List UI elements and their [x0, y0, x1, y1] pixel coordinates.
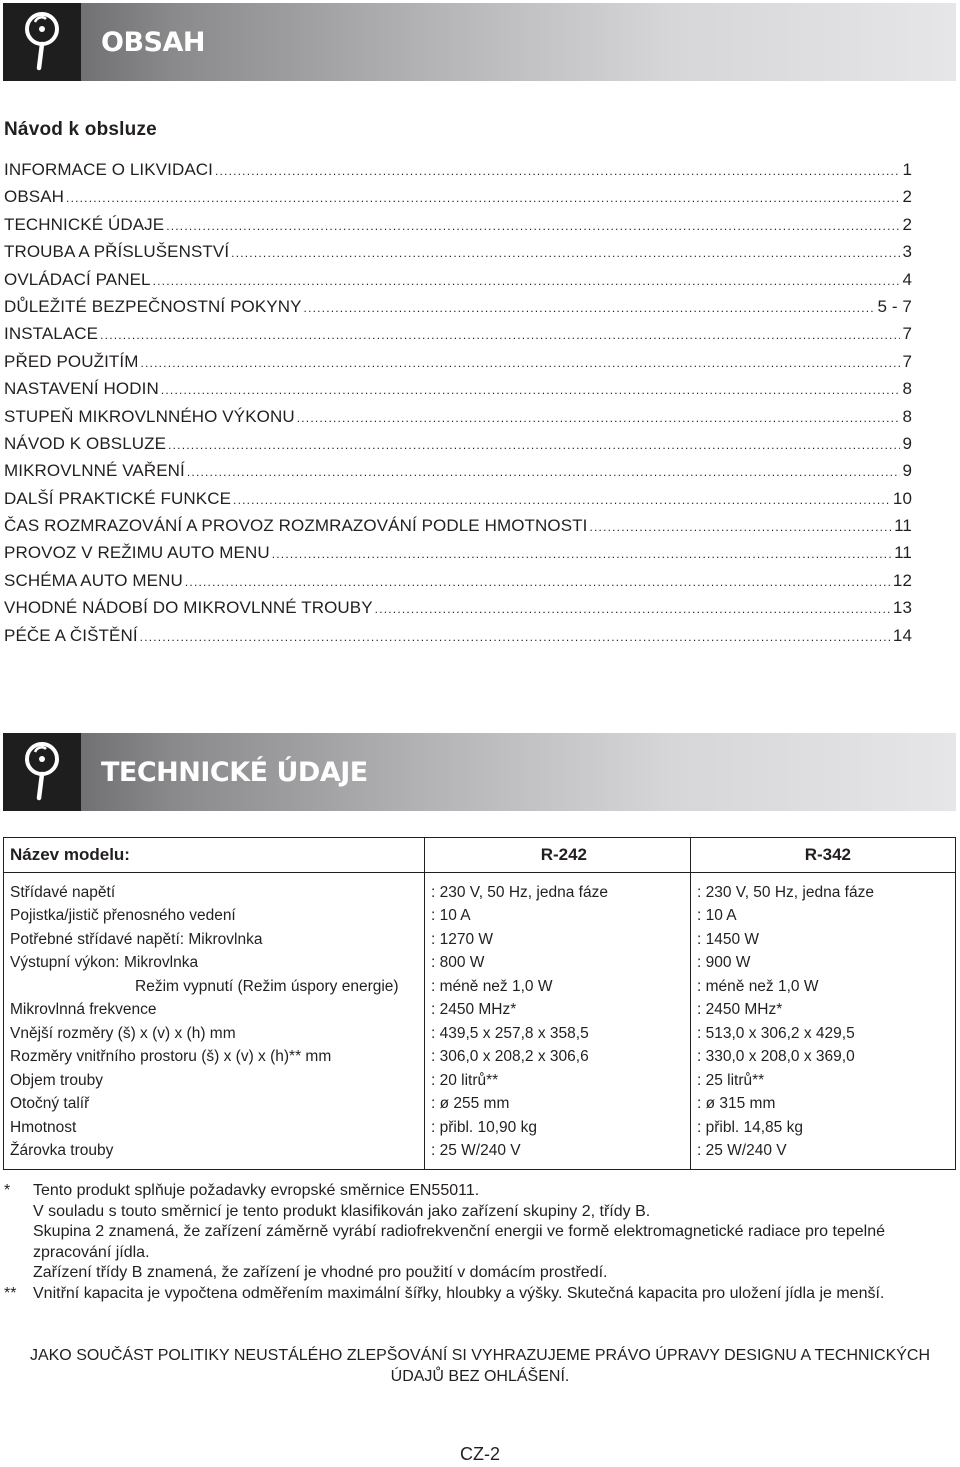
- spec-label: Mikrovlnná frekvence: [4, 999, 425, 1023]
- spec-row: [4, 1093, 956, 1117]
- model-b-name: R-342: [691, 838, 956, 873]
- spec-value-model-b: : méně než 1,0 W: [691, 975, 956, 999]
- disclaimer: JAKO SOUČÁST POLITIKY NEUSTÁLÉHO ZLEPŠOVÁNÍ SI VYHRAZUJEME PRÁVO ÚPRAVY DESIGNU A TECHNICKÝCH ÚDAJŮ BEZ OHLÁŠENÍ.: [29, 1347, 931, 1385]
- toc-item-label: NÁVOD K OBSLUZE: [4, 433, 167, 453]
- spec-row: [4, 1140, 956, 1170]
- toc-dot-leader: [589, 514, 892, 541]
- toc-item-page: 2: [902, 214, 912, 234]
- toc-item-label: NASTAVENÍ HODIN: [4, 379, 159, 399]
- spec-row: [4, 1116, 956, 1140]
- specs-header-row: [4, 838, 956, 873]
- toc-item-page: 8: [902, 406, 912, 426]
- spec-label: [4, 952, 425, 976]
- spec-value-model-b: : 1450 W: [691, 928, 956, 952]
- spec-value-model-a: : přibl. 10,90 kg: [425, 1116, 691, 1140]
- spec-row: [4, 1069, 956, 1093]
- toc-dot-leader: [304, 295, 876, 322]
- spec-value-model-b: : 900 W: [691, 952, 956, 976]
- toc-dot-leader: [140, 350, 900, 377]
- toc-dot-leader: [187, 459, 901, 486]
- toc-item-label: TROUBA A PŘÍSLUŠENSTVÍ: [4, 242, 230, 262]
- footnote-double-star: [4, 1284, 949, 1305]
- toc-item-page: 5 - 7: [877, 296, 912, 316]
- spec-row: [4, 928, 956, 952]
- toc-item-page: 7: [902, 324, 912, 344]
- spec-row: [4, 1046, 956, 1070]
- spec-value-model-a: : 25 W/240 V: [425, 1140, 691, 1170]
- spec-label-main: Výstupní výkon:: [10, 954, 120, 972]
- footnote-star-mark: *: [4, 1182, 11, 1199]
- toc-item-label: VHODNÉ NÁDOBÍ DO MIKROVLNNÉ TROUBY: [4, 598, 373, 618]
- toc-item: [4, 485, 912, 512]
- spec-label: Střídavé napětí: [4, 873, 425, 905]
- footnote-line: Zařízení třídy B znamená, že zařízení je vhodné pro použití v domácím prostředí.: [33, 1264, 608, 1281]
- toc-item: [4, 156, 912, 183]
- spec-label: Pojistka/jistič přenosného vedení: [4, 905, 425, 929]
- spec-row: [4, 952, 956, 976]
- spec-value-model-a: : 20 litrů**: [425, 1069, 691, 1093]
- toc-item-label: PÉČE A ČIŠTĚNÍ: [4, 625, 138, 645]
- spec-value-model-a: : 2450 MHz*: [425, 999, 691, 1023]
- toc-item-page: 4: [902, 269, 912, 289]
- spec-value-model-b: : 25 W/240 V: [691, 1140, 956, 1170]
- toc-item: [4, 320, 912, 347]
- toc-item-label: OBSAH: [4, 187, 65, 207]
- toc-item-label: SCHÉMA AUTO MENU: [4, 570, 183, 590]
- toc-dot-leader: [140, 624, 891, 651]
- toc-item: [4, 348, 912, 375]
- toc-item-page: 8: [902, 379, 912, 399]
- footnote-double-star-mark: **: [4, 1284, 17, 1302]
- toc-item-label: DŮLEŽITÉ BEZPEČNOSTNÍ POKYNY: [4, 296, 302, 316]
- toc-item-page: 13: [892, 598, 912, 618]
- spec-label: Objem trouby: [4, 1069, 425, 1093]
- specs-banner: [3, 733, 956, 811]
- toc-item-page: 3: [902, 242, 912, 262]
- toc-dot-leader: [153, 268, 901, 295]
- spec-value-model-a: : 439,5 x 257,8 x 358,5: [425, 1022, 691, 1046]
- toc-item: [4, 430, 912, 457]
- spec-value-model-b: : 2450 MHz*: [691, 999, 956, 1023]
- spec-label: Rozměry vnitřního prostoru (š) x (v) x (h)** mm: [4, 1046, 425, 1070]
- page-number: CZ-2: [460, 1444, 500, 1464]
- toc-item: [4, 211, 912, 238]
- toc-dot-leader: [100, 322, 900, 349]
- toc-dot-leader: [272, 541, 892, 568]
- specs-title: TECHNICKÉ ÚDAJE: [101, 757, 368, 788]
- spec-value-model-a: : 230 V, 50 Hz, jedna fáze: [425, 873, 691, 905]
- toc-item: [4, 183, 912, 210]
- toc-item-label: TECHNICKÉ ÚDAJE: [4, 214, 165, 234]
- spec-label: Otočný talíř: [4, 1093, 425, 1117]
- toc-item: [4, 512, 912, 539]
- toc-item-page: 2: [902, 187, 912, 207]
- footnotes: [4, 1181, 949, 1304]
- toc-dot-leader: [185, 569, 891, 596]
- spec-value-model-b: : 25 litrů**: [691, 1069, 956, 1093]
- toc-item-page: 7: [902, 351, 912, 371]
- footnote-double-star-text: Vnitřní kapacita je vypočtena odměřením maximální šířky, hloubky a výšky. Skutečná kapacita pro uložení jídla je menší.: [33, 1284, 885, 1302]
- spec-value-model-a: : 306,0 x 208,2 x 306,6: [425, 1046, 691, 1070]
- toc-item-label: OVLÁDACÍ PANEL: [4, 269, 151, 289]
- toc-dot-leader: [215, 158, 900, 185]
- info-pin-icon: [21, 12, 63, 72]
- spec-value-model-b: : přibl. 14,85 kg: [691, 1116, 956, 1140]
- specs-table: [3, 837, 956, 1170]
- footnote-line: V souladu s touto směrnicí je tento produkt klasifikován jako zařízení skupiny 2, třídy B.: [33, 1202, 651, 1220]
- toc-item-label: INSTALACE: [4, 324, 99, 344]
- toc-item-page: 10: [892, 488, 912, 508]
- spec-row: [4, 1022, 956, 1046]
- toc-item-label: PŘED POUŽITÍM: [4, 351, 139, 371]
- toc-item-label: STUPEŇ MIKROVLNNÉHO VÝKONU: [4, 406, 295, 426]
- spec-row: [4, 905, 956, 929]
- spec-value-model-b: : 513,0 x 306,2 x 429,5: [691, 1022, 956, 1046]
- toc-dot-leader: [168, 432, 900, 459]
- footnote-line: Skupina 2 znamená, že zařízení záměrně vyrábí radiofrekvenční energii ve formě elektromagnetické radiace pro tepelné zpracování jídla.: [33, 1223, 886, 1261]
- spec-label: Režim vypnutí (Režim úspory energie): [4, 975, 425, 999]
- spec-label: Potřebné střídavé napětí: Mikrovlnka: [4, 928, 425, 952]
- toc-item-label: MIKROVLNNÉ VAŘENÍ: [4, 461, 185, 481]
- spec-label: Vnější rozměry (š) x (v) x (h) mm: [4, 1022, 425, 1046]
- spec-value-model-a: : 800 W: [425, 952, 691, 976]
- toc-item-label: ČAS ROZMRAZOVÁNÍ A PROVOZ ROZMRAZOVÁNÍ PODLE HMOTNOSTI: [4, 516, 588, 536]
- toc-item-label: DALŠÍ PRAKTICKÉ FUNKCE: [4, 488, 232, 508]
- toc-dot-leader: [297, 405, 901, 432]
- spec-value-model-b: : 330,0 x 208,0 x 369,0: [691, 1046, 956, 1070]
- toc-item-page: 14: [892, 625, 912, 645]
- toc-item-label: INFORMACE O LIKVIDACI: [4, 160, 213, 179]
- footnote-star: [4, 1181, 949, 1284]
- toc-item: [4, 293, 912, 320]
- toc-dot-leader: [166, 213, 900, 240]
- toc-item-page: 9: [902, 461, 912, 481]
- toc-item: [4, 238, 912, 265]
- toc-list: [4, 156, 912, 649]
- toc-dot-leader: [375, 596, 891, 623]
- toc-item: [4, 403, 912, 430]
- footnote-line: Tento produkt splňuje požadavky evropské směrnice EN55011.: [33, 1182, 480, 1199]
- spec-value-model-b: : 230 V, 50 Hz, jedna fáze: [691, 873, 956, 905]
- spec-value-model-b: : 10 A: [691, 905, 956, 929]
- spec-label: Žárovka trouby: [4, 1140, 425, 1170]
- spec-label: Hmotnost: [4, 1116, 425, 1140]
- spec-value-model-a: : 10 A: [425, 905, 691, 929]
- spec-label-sub: Mikrovlnka: [124, 954, 199, 972]
- spec-value-model-a: : 1270 W: [425, 928, 691, 952]
- info-box: [3, 3, 81, 81]
- toc-dot-leader: [233, 487, 891, 514]
- spec-row: [4, 999, 956, 1023]
- model-a-name: R-242: [425, 838, 691, 873]
- toc-item: [4, 539, 912, 566]
- toc-item-page: 11: [894, 516, 912, 536]
- toc-dot-leader: [161, 377, 901, 404]
- info-pin-icon: [21, 742, 63, 802]
- toc-item: [4, 266, 912, 293]
- toc-item: [4, 567, 912, 594]
- toc-item-label: PROVOZ V REŽIMU AUTO MENU: [4, 543, 270, 563]
- info-box: [3, 733, 81, 811]
- spec-value-model-a: : méně než 1,0 W: [425, 975, 691, 999]
- spec-value-model-a: : ø 255 mm: [425, 1093, 691, 1117]
- toc-dot-leader: [231, 240, 900, 267]
- toc-item: [4, 622, 912, 649]
- toc-item: [4, 457, 912, 484]
- specs-body: [4, 873, 956, 1170]
- contents-title: OBSAH: [101, 27, 205, 58]
- toc-item-page: 12: [892, 570, 912, 590]
- toc-dot-leader: [66, 185, 900, 212]
- toc-item: [4, 375, 912, 402]
- toc-heading: Návod k obsluze: [4, 119, 157, 140]
- spec-row: [4, 873, 956, 905]
- toc-item-page: 11: [894, 543, 912, 563]
- toc-item-page: 1: [902, 160, 912, 179]
- model-name-label: Název modelu:: [4, 838, 425, 873]
- spec-value-model-b: : ø 315 mm: [691, 1093, 956, 1117]
- contents-banner: [3, 3, 956, 81]
- toc-item: [4, 594, 912, 621]
- spec-row: [4, 975, 956, 999]
- footnote-star-text: [33, 1181, 949, 1284]
- toc-item-page: 9: [902, 433, 912, 453]
